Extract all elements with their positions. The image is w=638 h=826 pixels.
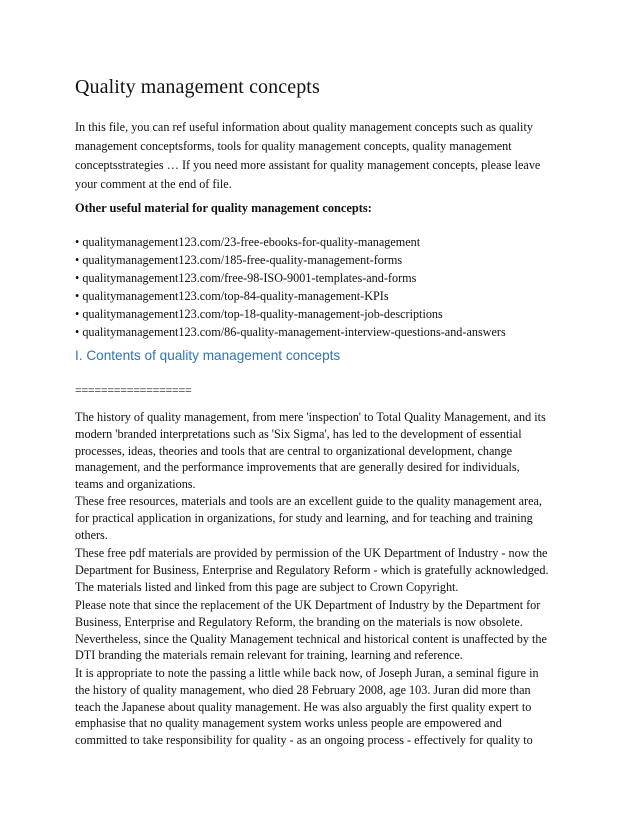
section-heading: I. Contents of quality management concepts [75, 348, 341, 363]
paragraph-line: teams and organizations. [75, 477, 196, 492]
intro-line: In this file, you can ref useful information about quality management concepts such as quality [75, 120, 533, 134]
paragraph-line: Department for Business, Enterprise and Regulatory Reform - which is gratefully acknowledged. [75, 562, 549, 577]
intro-paragraph [75, 118, 565, 194]
paragraph-line: for practical application in organizations, for study and learning, and for teaching and training [75, 510, 533, 525]
paragraph-juran [75, 665, 565, 749]
intro-line: management conceptsforms, tools for quality management concepts, quality management [75, 139, 512, 153]
document-title: Quality management concepts [75, 76, 320, 98]
link-item-kpis[interactable]: • qualitymanagement123.com/top-84-quality-management-KPIs [75, 288, 389, 303]
paragraph-line: committed to take responsibility for quality - as an ongoing process - effectively for quality to [75, 733, 533, 748]
paragraph-resources [75, 493, 565, 543]
link-item-job-descriptions[interactable]: • qualitymanagement123.com/top-18-quality-management-job-descriptions [75, 306, 443, 321]
link-item-forms[interactable]: • qualitymanagement123.com/185-free-quality-management-forms [75, 252, 403, 267]
paragraph-history [75, 409, 565, 493]
paragraph-line: modern 'branded interpretations such as 'Six Sigma', has led to the development of essential [75, 426, 522, 441]
intro-line: your comment at the end of file. [75, 177, 232, 191]
paragraph-line: the history of quality management, who died 28 February 2008, age 103. Juran did more than [75, 682, 531, 697]
paragraph-line: Please note that since the replacement of the UK Department of Industry by the Department for [75, 598, 541, 612]
useful-material-heading: Other useful material for quality management concepts: [75, 201, 372, 215]
paragraph-line: others. [75, 527, 108, 542]
paragraph-line: emphasise that no quality management system works unless people are empowered and [75, 716, 502, 731]
link-item-iso-templates[interactable]: • qualitymanagement123.com/free-98-ISO-9001-templates-and-forms [75, 270, 417, 285]
paragraph-line: It is appropriate to note the passing a little while back now, of Joseph Juran, a seminal figure in [75, 666, 539, 680]
paragraph-line: DTI branding the materials remain relevant for training, learning and reference. [75, 648, 463, 663]
useful-links-list [75, 234, 506, 341]
paragraph-line: These free resources, materials and tools are an excellent guide to the quality management area, [75, 494, 542, 508]
paragraph-line: These free pdf materials are provided by permission of the UK Department of Industry - now the [75, 546, 548, 560]
paragraph-line: Nevertheless, since the Quality Management technical and historical content is unaffected by the [75, 631, 547, 646]
link-item-interview-questions[interactable]: • qualitymanagement123.com/86-quality-management-interview-questions-and-answers [75, 324, 506, 339]
paragraph-line: processes, ideas, theories and tools that are central to organizational development, change [75, 443, 513, 458]
paragraph-branding [75, 597, 565, 664]
paragraph-permission [75, 545, 565, 595]
paragraph-line: The materials listed and linked from this page are subject to Crown Copyright. [75, 579, 459, 594]
paragraph-line: Business, Enterprise and Regulatory Reform, the branding on the materials is now obsolete. [75, 614, 523, 629]
paragraph-line: management, and the performance improvements that are generally desired for individuals, [75, 460, 520, 475]
link-item-ebooks[interactable]: • qualitymanagement123.com/23-free-ebooks-for-quality-management [75, 235, 421, 249]
intro-line: conceptsstrategies … If you need more assistant for quality management concepts, please leave [75, 158, 541, 172]
paragraph-line: The history of quality management, from mere 'inspection' to Total Quality Management, and its [75, 410, 546, 424]
paragraph-line: teach the Japanese about quality management. He was also arguably the first quality expert to [75, 699, 532, 714]
separator-line: ================== [75, 383, 192, 397]
